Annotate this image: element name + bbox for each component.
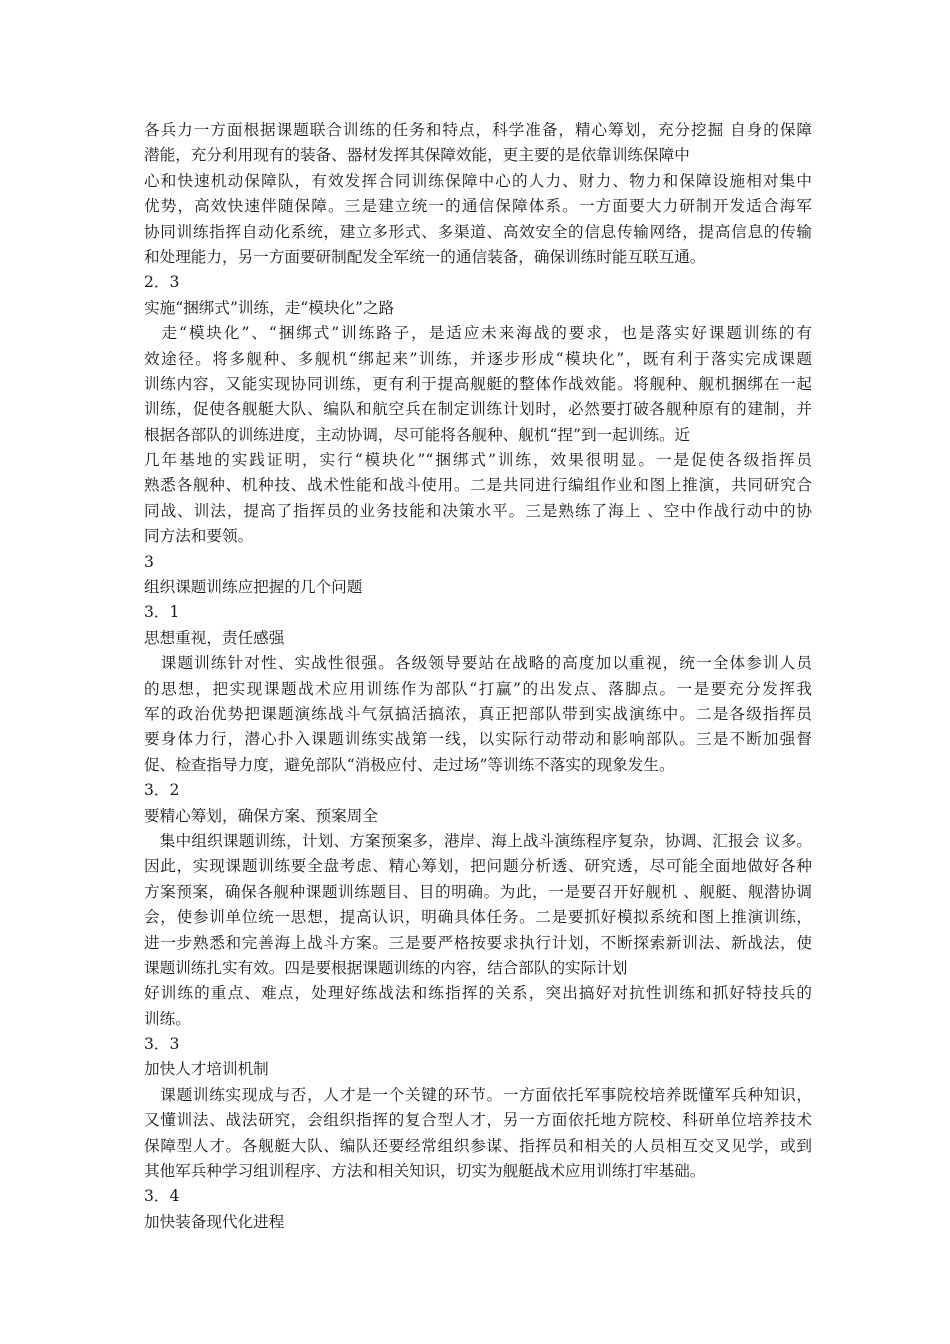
document-page bbox=[144, 118, 812, 1235]
section-heading: 实施“捆绑式”训练，走“模块化”之路 bbox=[144, 298, 395, 317]
paragraph-line: 保障型人才。各舰艇大队、编队还要经常组织参谋、指挥员和相关的人员相互交叉见学，或到 bbox=[144, 1136, 812, 1155]
paragraph-line: 集中组织课题训练，计划、方案预案多，港岸、海上战斗演练程序复杂，协调、汇报会 议多。 bbox=[144, 831, 812, 850]
paragraph-line: 效途径。将多舰种、多舰机“绑起来”训练，并逐步形成“模块化”，既有利于落实完成课题 bbox=[144, 349, 812, 368]
paragraph-line: 方案预案，确保各舰种课题训练题目、目的明确。为此，一是要召开好舰机 、舰艇、舰潜协调 bbox=[144, 882, 812, 901]
paragraph-line: 根据各部队的训练进度，主动协调，尽可能将各舰种、舰机“捏”到一起训练。近 bbox=[144, 425, 691, 444]
paragraph-line: 心和快速机动保障队，有效发挥合同训练保障中心的人力、财力、物力和保障设施相对集中 bbox=[144, 171, 812, 190]
paragraph-line: 促、检查指导力度，避免部队“消极应付、走过场”等训练不落实的现象发生。 bbox=[144, 755, 675, 774]
section-heading: 2．3 bbox=[144, 273, 180, 292]
section-heading: 加快人才培训机制 bbox=[144, 1060, 269, 1079]
paragraph-line: 几年基地的实践证明，实行“模块化”“捆绑式”训练，效果很明显。一是促使各级指挥员 bbox=[144, 451, 812, 470]
section-heading: 思想重视，责任感强 bbox=[144, 628, 285, 647]
paragraph-line: 又懂训法、战法研究，会组织指挥的复合型人才，另一方面依托地方院校、科研单位培养技术 bbox=[144, 1111, 812, 1130]
paragraph-line: 因此，实现课题训练要全盘考虑、精心筹划，把问题分析透、研究透，尽可能全面地做好各种 bbox=[144, 857, 812, 876]
paragraph-line: 课题训练针对性、实战性很强。各级领导要站在战略的高度加以重视，统一全体参训人员 bbox=[144, 654, 812, 673]
paragraph-line: 其他军兵种学习组训程序、方法和相关知识，切实为舰艇战术应用训练打牢基础。 bbox=[144, 1162, 706, 1181]
paragraph-line: 优势，高效快速伴随保障。三是建立统一的通信保障体系。一方面要大力研制开发适合海军 bbox=[144, 197, 812, 216]
paragraph-line: 熟悉各舰种、机种技、战术性能和战斗使用。二是共同进行编组作业和图上推演，共同研究合 bbox=[144, 476, 812, 495]
section-heading: 3．4 bbox=[144, 1187, 180, 1206]
paragraph-line: 协同训练指挥自动化系统，建立多形式、多渠道、高效安全的信息传输网络，提高信息的传输 bbox=[144, 222, 812, 241]
paragraph-line: 潜能，充分利用现有的装备、器材发挥其保障效能，更主要的是依靠训练保障中 bbox=[144, 146, 690, 165]
section-heading: 3．1 bbox=[144, 603, 180, 622]
paragraph-line: 训练内容，又能实现协同训练，更有利于提高舰艇的整体作战效能。将舰种、舰机捆绑在一起 bbox=[144, 374, 812, 393]
paragraph-line: 会，使参训单位统一思想，提高认识，明确具体任务。二是要抓好模拟系统和图上推演训练， bbox=[144, 908, 812, 927]
paragraph-line: 课题训练扎实有效。四是要根据课题训练的内容，结合部队的实际计划 bbox=[144, 958, 628, 977]
paragraph-line: 要身体力行，潜心扑入课题训练实战第一线，以实际行动带动和影响部队。三是不断加强督 bbox=[144, 730, 812, 749]
paragraph-line: 好训练的重点、难点，处理好练战法和练指挥的关系，突出搞好对抗性训练和抓好特技兵的 bbox=[144, 984, 812, 1003]
section-heading: 3 bbox=[144, 552, 154, 571]
paragraph-line: 训练，促使各舰艇大队、编队和航空兵在制定训练计划时，必然要打破各舰种原有的建制，并 bbox=[144, 400, 812, 419]
paragraph-line: 和处理能力，另一方面要研制配发全军统一的通信装备，确保训练时能互联互通。 bbox=[144, 247, 706, 266]
section-heading: 加快装备现代化进程 bbox=[144, 1212, 285, 1231]
paragraph-line: 各兵力一方面根据课题联合训练的任务和特点，科学准备，精心筹划，充分挖掘 自身的保障 bbox=[144, 121, 812, 139]
paragraph-line: 军的政治优势把课题演练战斗气氛搞活搞浓，真正把部队带到实战演练中。二是各级指挥员 bbox=[144, 704, 812, 723]
paragraph-line: 训练。 bbox=[144, 1009, 191, 1028]
section-heading: 组织课题训练应把握的几个问题 bbox=[144, 578, 363, 597]
section-heading: 3．2 bbox=[144, 781, 180, 800]
section-heading: 3．3 bbox=[144, 1035, 180, 1054]
paragraph-line: 同方法和要领。 bbox=[144, 527, 254, 546]
paragraph-line: 的思想，把实现课题战术应用训练作为部队“打赢”的出发点、落脚点。一是要充分发挥我 bbox=[144, 679, 812, 698]
paragraph-line: 走“模块化”、“捆绑式”训练路子，是适应未来海战的要求，也是落实好课题训练的有 bbox=[144, 324, 812, 343]
paragraph-line: 同战、训法，提高了指挥员的业务技能和决策水平。三是熟练了海上 、空中作战行动中的协 bbox=[144, 501, 812, 520]
paragraph-line: 课题训练实现成与否，人才是一个关键的环节。一方面依托军事院校培养既懂军兵种知识， bbox=[144, 1085, 812, 1104]
section-heading: 要精心筹划，确保方案、预案周全 bbox=[144, 806, 378, 825]
paragraph-line: 进一步熟悉和完善海上战斗方案。三是要严格按要求执行计划，不断探索新训法、新战法，使 bbox=[144, 933, 812, 952]
